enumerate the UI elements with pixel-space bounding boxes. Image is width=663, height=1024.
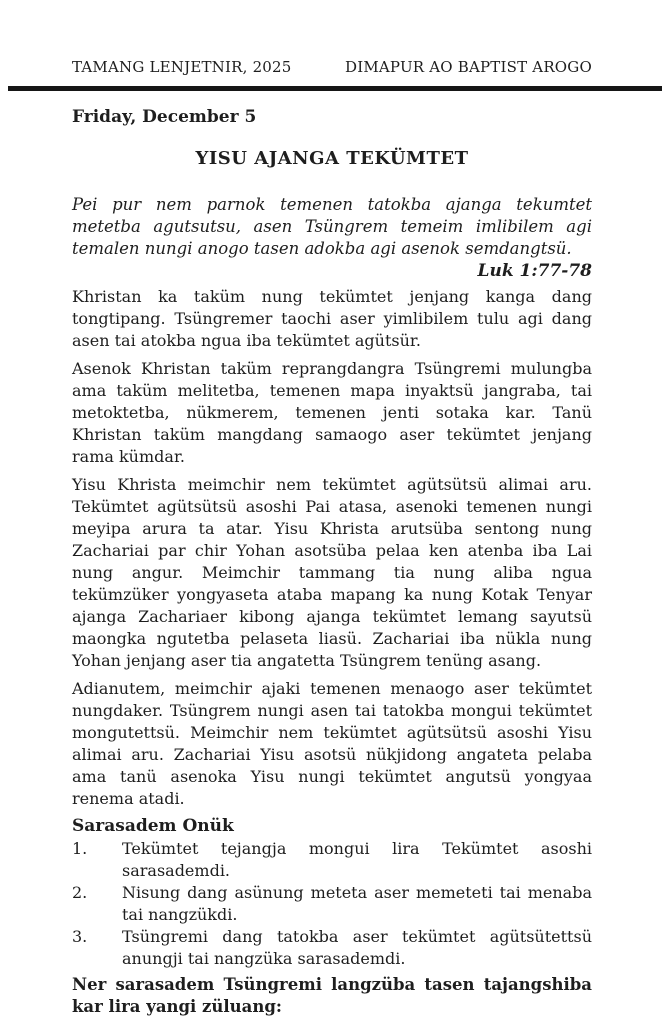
item-text: Nisung dang asünung meteta aser memeteti tai menaba tai nangzükdi. <box>122 883 592 924</box>
item-number: 1. <box>72 839 88 858</box>
reflection-heading: Sarasadem Onük <box>72 816 234 836</box>
reflection-list <box>72 838 592 970</box>
header-booklet-title: TAMANG LENJETNIR, 2025 <box>72 58 292 76</box>
paragraph-4: Adianutem, meimchir ajaki temenen menaogo aser tekümtet nungdaker. Tsüngrem nungi asen tai tatokba mongui tekümtet mongutettsü. Meimchir nem tekümtet agütsütsü asoshi Yisu alimai aru. Zachariai Yisu asotsü nükjidong angateta pelaba ama tanü asenoka Yisu nungi tekümtet angutsü yongyaa renema atadi. <box>72 679 592 808</box>
header-divider-rule <box>8 86 662 91</box>
running-header <box>72 58 592 76</box>
closing-prompt: Ner sarasadem Tsüngremi langzüba tasen tajangshiba kar lira yangi züluang: <box>72 975 592 1016</box>
header-organization: DIMAPUR AO BAPTIST AROGO <box>344 58 592 76</box>
reflection-item <box>72 838 592 882</box>
item-text: Tsüngremi dang tatokba aser tekümtet agütsütettsü anungji tai nangzüka sarasademdi. <box>122 927 592 968</box>
item-number: 3. <box>72 927 88 946</box>
item-text: Tekümtet tejangja mongui lira Tekümtet asoshi sarasademdi. <box>122 839 592 880</box>
paragraph-3: Yisu Khrista meimchir nem tekümtet agütsütsü alimai aru. Tekümtet agütsütsü asoshi Pai atasa, asenoki temenen nungi meyipa arura ta atar. Yisu Khrista arutsüba sentong nung Zachariai par chir Yohan asotsüba pelaa ken atenba iba Lai nung angur. Meimchir tammang tia nung aliba ngua tekümzüker yongyaseta ataba mapang ka nung Kotak Tenyar ajanga Zachariaer kibong ajanga tekümtet lemang sayutsü maongka ngutetba pelaseta liasü. Zachariai iba nükla nung Yohan jenjang aser tia angatetta Tsüngrem tenüng asang. <box>72 475 592 670</box>
devotional-title: YISU AJANGA TEKÜMTET <box>195 148 469 169</box>
date-heading: Friday, December 5 <box>72 107 257 127</box>
body-text <box>72 286 592 810</box>
scripture-reference: Luk 1:77-78 <box>477 261 592 281</box>
scripture-quote: Pei pur nem parnok temenen tatokba ajanga tekumtet metetba agutsutsu, asen Tsüngrem temeim imlibilem agi temalen nungi anogo tasen adokba agi asenok semdangtsü. <box>72 195 592 258</box>
item-number: 2. <box>72 883 88 902</box>
paragraph-2: Asenok Khristan taküm reprangdangra Tsüngremi mulungba ama taküm melitetba, temenen mapa inyaktsü jangraba, tai metoktetba, nükmerem, temenen jenti sotaka kar. Tanü Khristan taküm mangdang samaogo aser tekümtet jenjang rama kümdar. <box>72 359 592 466</box>
paragraph-1: Khristan ka taküm nung tekümtet jenjang kanga dang tongtipang. Tsüngremer taochi aser yimlibilem tulu agi dang asen tai atokba ngua iba tekümtet agütsür. <box>72 287 592 350</box>
reflection-item <box>72 882 592 926</box>
reflection-item <box>72 926 592 970</box>
